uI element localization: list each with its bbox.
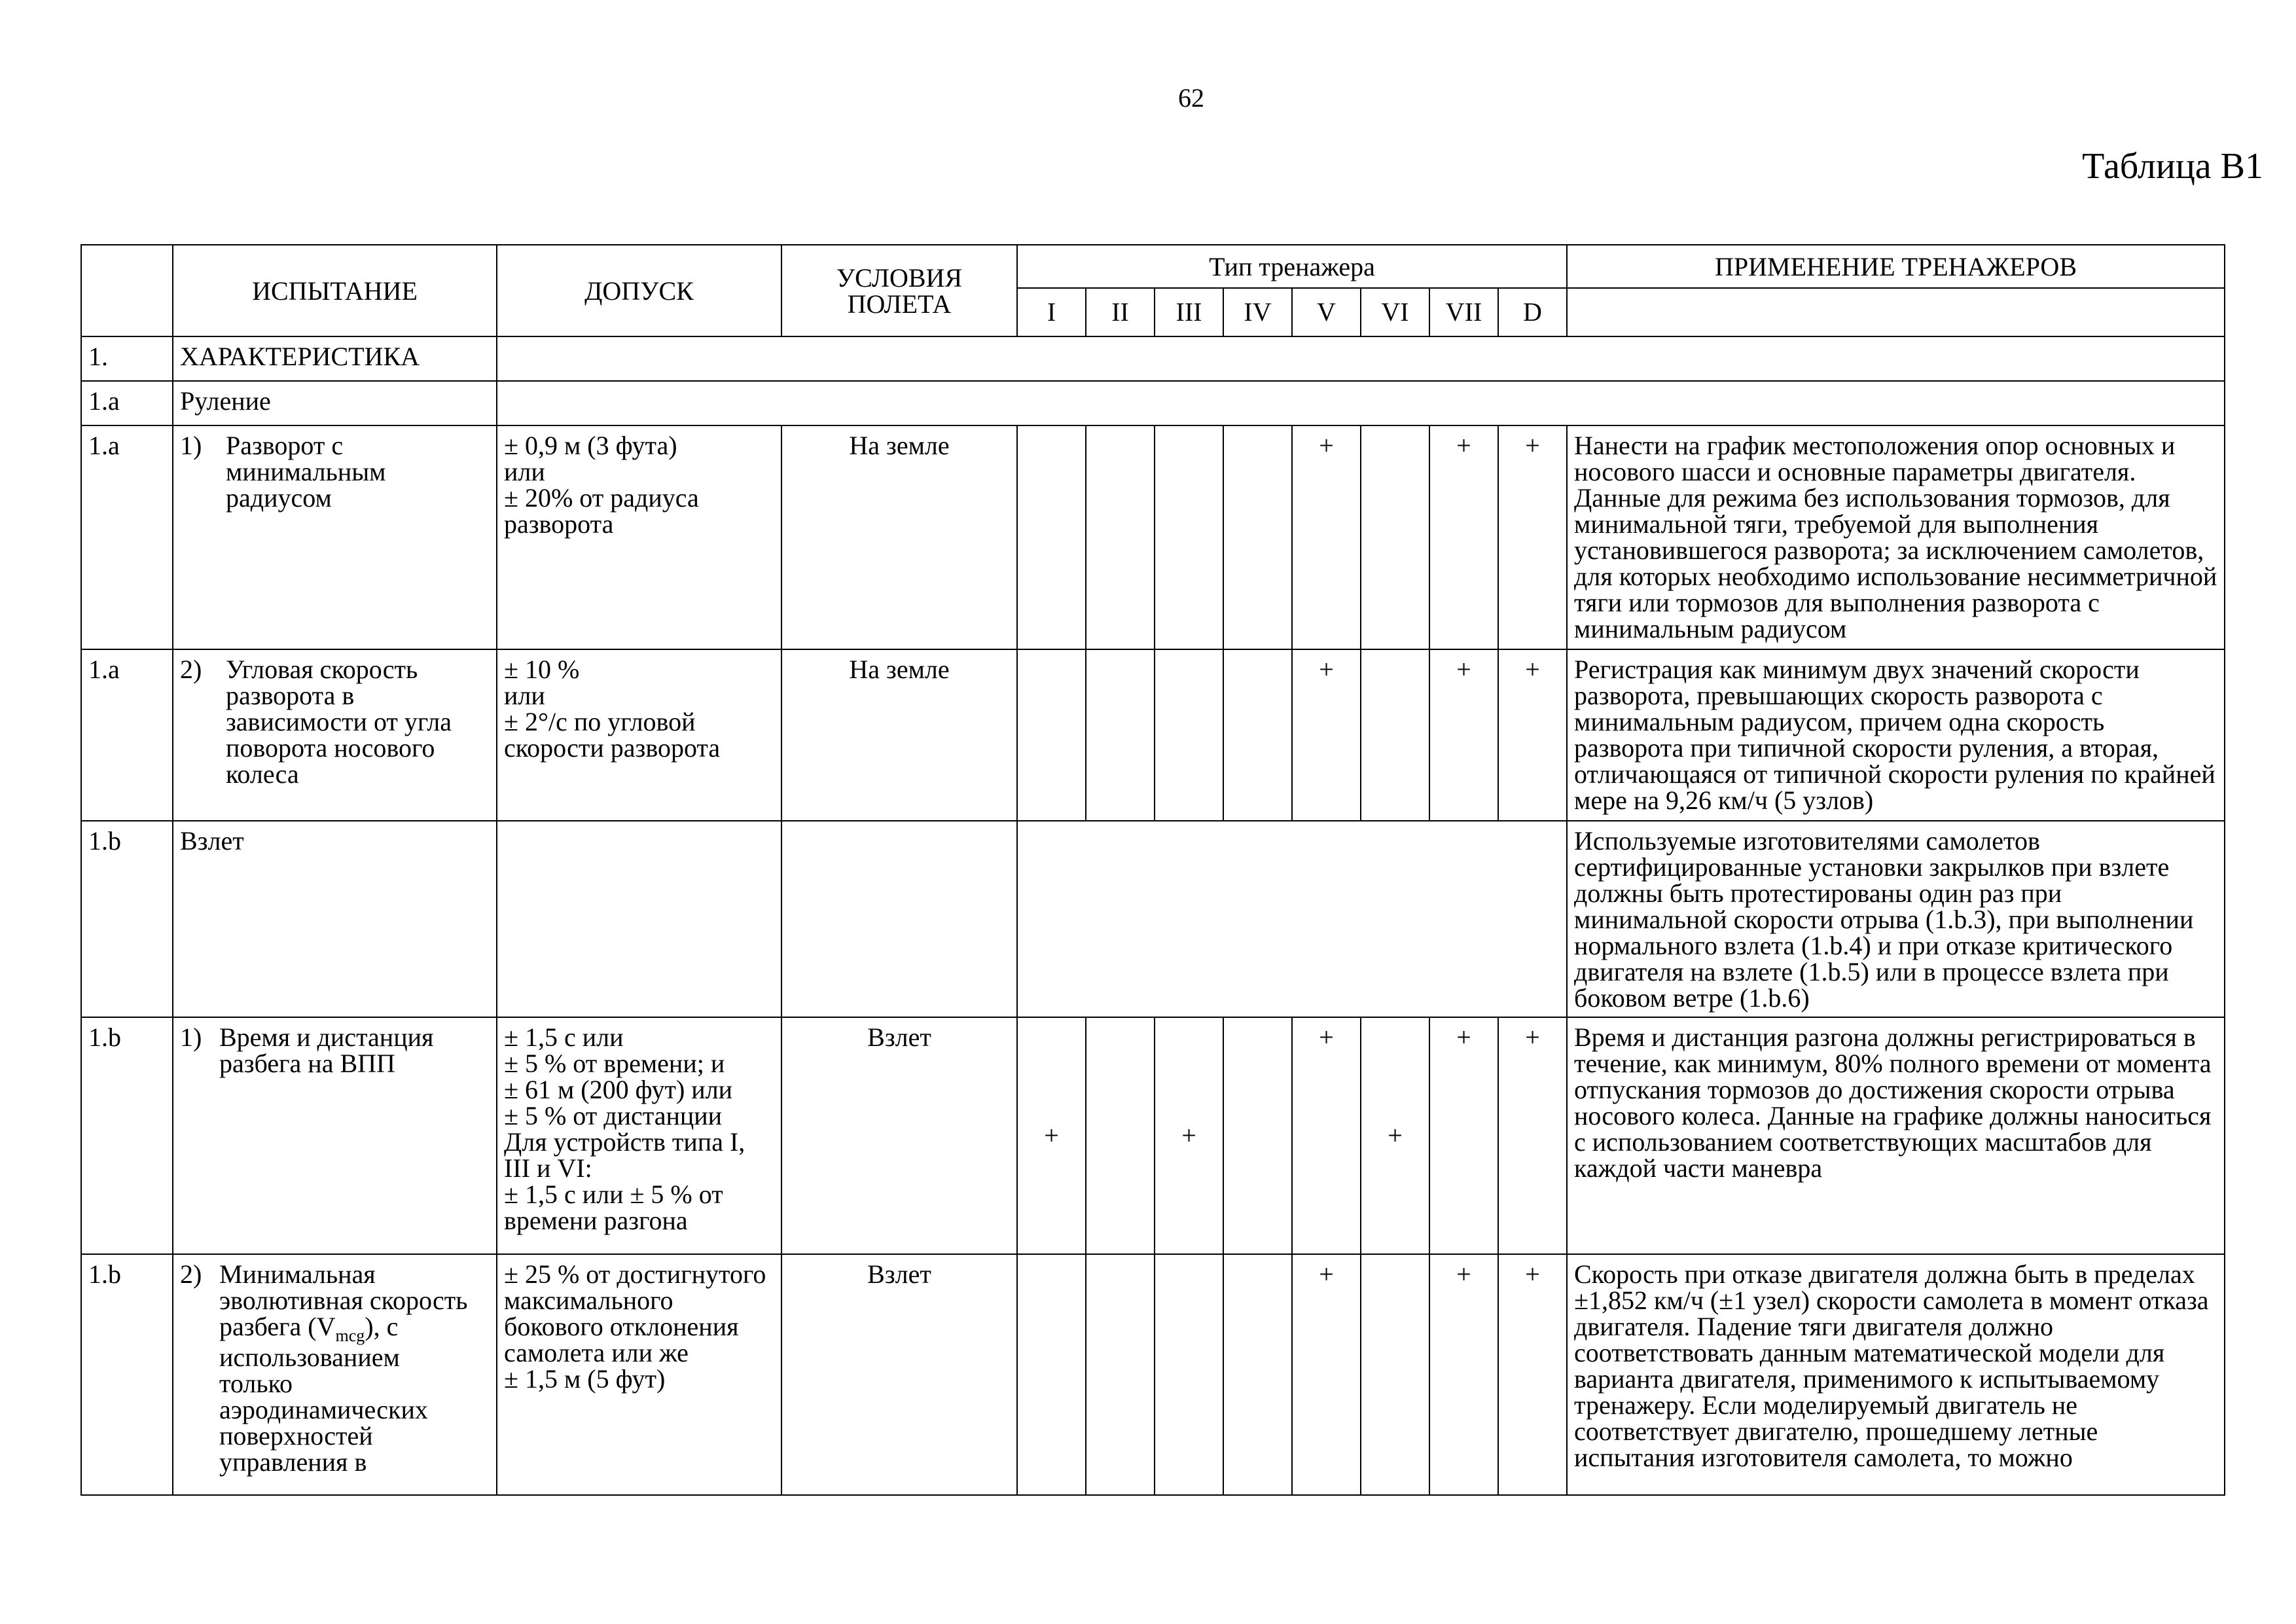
section-label: ХАРАКТЕРИСТИКА: [173, 336, 497, 381]
mark-V: +: [1292, 425, 1361, 649]
row-tolerance: ± 25 % от достигнутого максимального бокового отклонения самолета или же ± 1,5 м (5 фут): [497, 1254, 781, 1495]
row-num: 1.b: [81, 1254, 173, 1495]
mark-II: [1086, 1017, 1155, 1254]
mark-VII: +: [1429, 649, 1498, 821]
table-row: [81, 821, 2225, 1017]
mark-IV: [1223, 649, 1292, 821]
test-name: [219, 1261, 468, 1475]
row-conditions: Взлет: [781, 1254, 1017, 1495]
sim-type-III: III: [1155, 288, 1223, 336]
row-num: 1.a: [81, 425, 173, 649]
mark-VI: [1361, 1017, 1429, 1254]
mark-D: [1498, 1017, 1567, 1254]
sim-type-IV: IV: [1223, 288, 1292, 336]
test-name: Разворот с минимальным радиусом: [226, 431, 386, 513]
mark-I: [1017, 425, 1086, 649]
mark-III: [1155, 1254, 1223, 1495]
mark-D: +: [1498, 649, 1567, 821]
header-application: ПРИМЕНЕНИЕ ТРЕНАЖЕРОВ: [1567, 245, 2225, 288]
test-table: [81, 244, 2225, 1496]
header-flight-conditions: УСЛОВИЯ ПОЛЕТА: [781, 245, 1017, 336]
row-tolerance: [497, 821, 781, 1017]
sim-type-VII: VII: [1429, 288, 1498, 336]
row-tolerance: ± 10 % или ± 2°/с по угловой скорости разворота: [497, 649, 781, 821]
mark-upper: +: [1319, 1022, 1334, 1052]
mark-VI: [1361, 425, 1429, 649]
row-marks-blank: [1017, 821, 1567, 1017]
mark-upper: [1230, 1024, 1285, 1123]
row-application: Нанести на график местоположения опор основных и носового шасси и основные параметры двигателя. Данные для режима без использования тормозов, для минимальной тяги, требуемой для выполнения установившегося разворота; за исключением самолетов, для которых необходимо использование несимметричной тяги или тормозов для выполнения разворота с минимальным радиусом: [1567, 425, 2225, 649]
row-num: 1.a: [81, 649, 173, 821]
header-num-cell: [81, 245, 173, 336]
mark-III: [1155, 649, 1223, 821]
row-application: Используемые изготовителями самолетов сертифицированные установки закрылков при взлете должны быть протестированы один раз при минимальной скорости отрыва (1.b.3), при выполнении нормального взлета (1.b.4) и при отказе критического двигателя на взлете (1.b.5) или в процессе взлета при боковом ветре (1.b.6): [1567, 821, 2225, 1017]
table-title: Таблица B1: [2082, 146, 2263, 187]
sim-type-II: II: [1086, 288, 1155, 336]
item-num: 2): [180, 655, 202, 684]
section-blank: [497, 336, 2225, 381]
mark-IV: [1223, 1254, 1292, 1495]
header-test: ИСПЫТАНИЕ: [173, 245, 497, 336]
sim-type-D: D: [1498, 288, 1567, 336]
header-application-blank: [1567, 288, 2225, 336]
mark-II: [1086, 425, 1155, 649]
mark-upper: +: [1456, 1022, 1471, 1052]
row-test: [173, 425, 497, 649]
table-row: [81, 425, 2225, 649]
mark-D: +: [1498, 1254, 1567, 1495]
test-name-subscript: mcg: [335, 1326, 365, 1345]
row-application: Время и дистанция разгона должны регистрироваться в течение, как минимум, 80% полного времени от момента отпускания тормозов до достижения скорости отрыва носового колеса. Данные на графике должны наноситься с использованием соответствующих масштабов для каждой части маневра: [1567, 1017, 2225, 1254]
item-num: 2): [180, 1259, 202, 1289]
row-test: [173, 1254, 497, 1495]
table-row: [81, 1254, 2225, 1495]
mark-IV: [1223, 425, 1292, 649]
section-label: Руление: [173, 381, 497, 425]
mark-VII: +: [1429, 425, 1498, 649]
mark-IV: [1223, 1017, 1292, 1254]
row-conditions: Взлет: [781, 1017, 1017, 1254]
row-conditions: [781, 821, 1017, 1017]
test-name-part: Минимальная эволютивная скорость разбега (V: [219, 1259, 468, 1341]
mark-lower: +: [1388, 1121, 1403, 1150]
mark-upper: [1162, 1024, 1216, 1123]
mark-I: [1017, 1254, 1086, 1495]
row-application: Регистрация как минимум двух значений скорости разворота, превышающих скорость разворота с минимальным радиусом, причем одна скорость разворота при типичной скорости руления, а вторая, отличающаяся от типичной скорости руления по крайней мере на 9,26 км/ч (5 узлов): [1567, 649, 2225, 821]
row-test: Взлет: [173, 821, 497, 1017]
test-name-part: ), с использованием только аэродинамических поверхностей управления в: [219, 1312, 428, 1477]
row-test: [173, 649, 497, 821]
page-number: 62: [1178, 83, 1204, 113]
mark-lower: +: [1044, 1121, 1059, 1150]
item-num: 1): [180, 1022, 202, 1052]
mark-V: +: [1292, 649, 1361, 821]
row-tolerance: ± 1,5 с или ± 5 % от времени; и ± 61 м (200 фут) или ± 5 % от дистанции Для устройств типа I, III и VI: ± 1,5 с или ± 5 % от времени разгона: [497, 1017, 781, 1254]
header-tolerance: ДОПУСК: [497, 245, 781, 336]
table-row: [81, 649, 2225, 821]
mark-V: +: [1292, 1254, 1361, 1495]
mark-VI: [1361, 649, 1429, 821]
sim-type-VI: VI: [1361, 288, 1429, 336]
test-name: Угловая скорость разворота в зависимости от угла поворота носового колеса: [226, 655, 452, 789]
mark-II: [1086, 1254, 1155, 1495]
row-num: 1.b: [81, 821, 173, 1017]
row-test: [173, 1017, 497, 1254]
sim-type-V: V: [1292, 288, 1361, 336]
mark-upper: +: [1525, 1022, 1540, 1052]
item-num: 1): [180, 431, 202, 460]
mark-D: +: [1498, 425, 1567, 649]
mark-upper: [1368, 1024, 1422, 1123]
header-simulator-type: Тип тренажера: [1017, 245, 1567, 288]
mark-I: [1017, 649, 1086, 821]
mark-II: [1086, 649, 1155, 821]
mark-VI: [1361, 1254, 1429, 1495]
mark-V: [1292, 1017, 1361, 1254]
section-blank: [497, 381, 2225, 425]
section-num: 1.: [81, 336, 173, 381]
test-name: Время и дистанция разбега на ВПП: [219, 1022, 434, 1078]
mark-upper: [1093, 1024, 1147, 1123]
row-num: 1.b: [81, 1017, 173, 1254]
mark-VII: +: [1429, 1254, 1498, 1495]
sim-type-I: I: [1017, 288, 1086, 336]
mark-I: [1017, 1017, 1086, 1254]
row-application: Скорость при отказе двигателя должна быть в пределах ±1,852 км/ч (±1 узел) скорости самолета в момент отказа двигателя. Падение тяги двигателя должно соответствовать данным математической модели для варианта двигателя, применимого к испытываемому тренажеру. Если моделируемый двигатель не соответствует двигателю, прошедшему летные испытания изготовителя самолета, то можно: [1567, 1254, 2225, 1495]
row-conditions: На земле: [781, 425, 1017, 649]
mark-upper: [1024, 1024, 1079, 1123]
mark-III: [1155, 425, 1223, 649]
section-num: 1.a: [81, 381, 173, 425]
row-tolerance: ± 0,9 м (3 фута) или ± 20% от радиуса разворота: [497, 425, 781, 649]
mark-VII: [1429, 1017, 1498, 1254]
table-row: [81, 1017, 2225, 1254]
row-conditions: На земле: [781, 649, 1017, 821]
mark-lower: +: [1181, 1121, 1196, 1150]
mark-III: [1155, 1017, 1223, 1254]
